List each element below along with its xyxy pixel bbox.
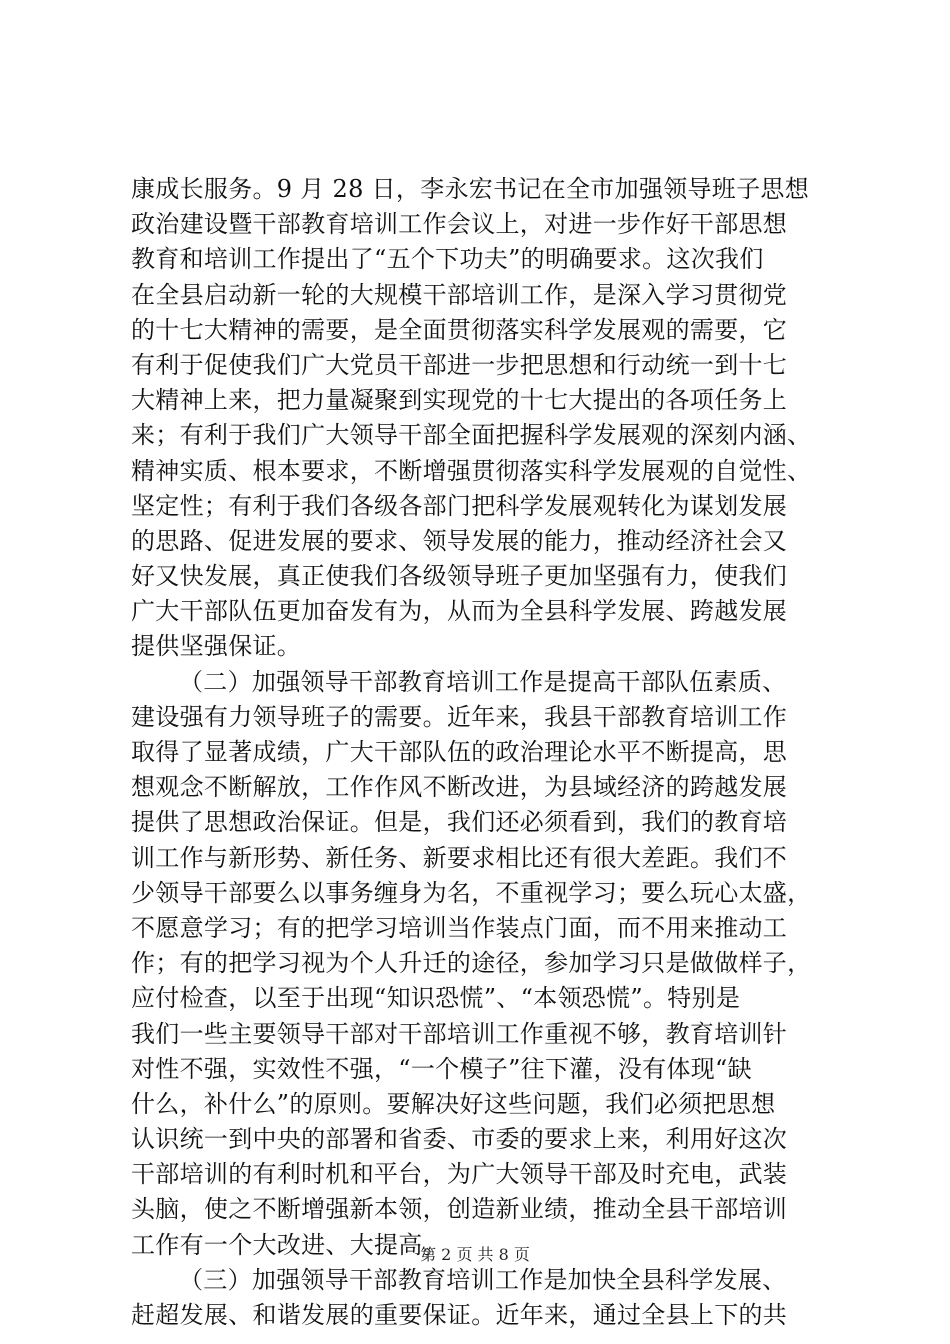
text-line: 取得了显著成绩，广大干部队伍的政治理论水平不断提高，思 — [131, 738, 788, 766]
text-line: 来；有利于我们广大领导干部全面把握科学发展观的深刻内涵、 — [131, 421, 812, 450]
text-line: 教育和培训工作提出了“五个下功夫”的明确要求。这次我们 — [131, 245, 764, 274]
paragraph — [131, 665, 831, 1263]
text-line: 的思路、促进发展的要求、领导发展的能力，推动经济社会又 — [131, 526, 788, 555]
text-line: 认识统一到中央的部署和省委、市委的要求上来，利用好这次 — [131, 1125, 788, 1154]
text-line: 好又快发展，真正使我们各级领导班子更加坚强有力，使我们 — [131, 562, 788, 591]
text-line: 应付检查，以至于出现“知识恐慌”、“本领恐慌”。特别是 — [131, 984, 741, 1013]
text-line: 工作有一个大改进、大提高。 — [131, 1230, 447, 1259]
text-line: 有利于促使我们广大党员干部进一步把思想和行动统一到十七 — [131, 350, 788, 379]
text-line: 对性不强，实效性不强，“一个模子”往下灌，没有体现“缺 — [131, 1054, 752, 1083]
text-line: 建设强有力领导班子的需要。近年来，我县干部教育培训工作 — [131, 702, 788, 731]
text-line: （二）加强领导干部教育培训工作是提高干部队伍素质、 — [179, 667, 787, 696]
paragraph — [131, 1263, 831, 1333]
text-line: 精神实质、根本要求，不断增强贯彻落实科学发展观的自觉性、 — [131, 456, 812, 485]
text-line: 我们一些主要领导干部对干部培训工作重视不够，教育培训针 — [131, 1019, 788, 1048]
text-line: 想观念不断解放，工作作风不断改进，为县域经济的跨越发展 — [131, 773, 788, 802]
page-number-footer: 第 2 页 共 8 页 — [420, 1245, 530, 1264]
text-line: 训工作与新形势、新任务、新要求相比还有很大差距。我们不 — [131, 843, 788, 872]
text-line: 提供了思想政治保证。但是，我们还必须看到，我们的教育培 — [131, 808, 788, 837]
text-line: 政治建设暨干部教育培训工作会议上，对进一步作好干部思想 — [131, 210, 788, 239]
text-line: 少领导干部要么以事务缠身为名，不重视学习；要么玩心太盛， — [131, 878, 812, 907]
text-line: （三）加强领导干部教育培训工作是加快全县科学发展、 — [179, 1265, 787, 1294]
text-line: 大精神上来，把力量凝聚到实现党的十七大提出的各项任务上 — [131, 386, 788, 415]
text-line: 不愿意学习；有的把学习培训当作装点门面，而不用来推动工 — [131, 913, 788, 942]
document-body — [131, 172, 831, 1333]
text-line: 提供坚强保证。 — [131, 632, 302, 661]
text-line: 作；有的把学习视为个人升迁的途径，参加学习只是做做样子， — [131, 949, 812, 978]
paragraph-list — [131, 172, 831, 1333]
text-line: 头脑，使之不断增强新本领，创造新业绩，推动全县干部培训 — [131, 1195, 788, 1224]
text-line: 广大干部队伍更加奋发有为，从而为全县科学发展、跨越发展 — [131, 597, 788, 626]
text-line: 赶超发展、和谐发展的重要保证。近年来，通过全县上下的共 — [131, 1301, 788, 1329]
text-line: 坚定性；有利于我们各级各部门把科学发展观转化为谋划发展 — [131, 491, 788, 520]
text-line: 在全县启动新一轮的大规模干部培训工作，是深入学习贯彻党 — [131, 280, 788, 309]
text-line: 什么，补什么”的原则。要解决好这些问题，我们必须把思想 — [131, 1089, 776, 1118]
paragraph — [131, 172, 831, 665]
text-line: 的十七大精神的需要，是全面贯彻落实科学发展观的需要，它 — [131, 315, 788, 344]
text-line: 干部培训的有利时机和平台，为广大领导干部及时充电，武装 — [131, 1160, 788, 1189]
text-line: 康成长服务。9 月 28 日，李永宏书记在全市加强领导班子思想 — [131, 175, 809, 203]
